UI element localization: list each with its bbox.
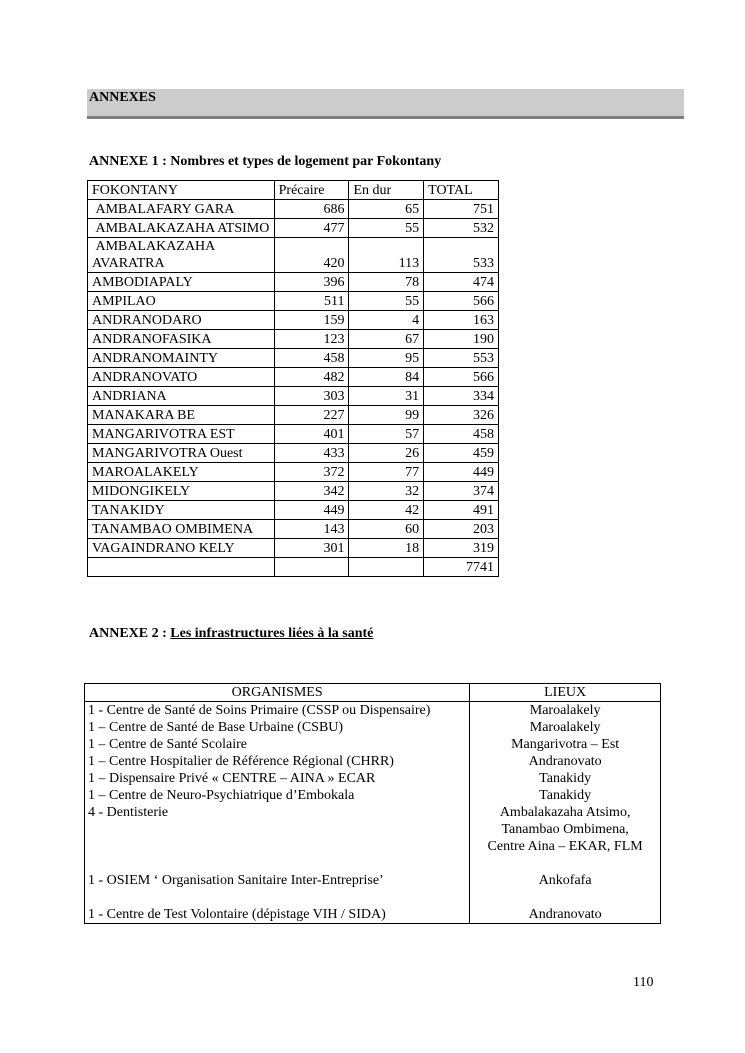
table-row <box>88 406 499 425</box>
organisme-item: 1 – Centre de Santé de Base Urbaine (CSBU) <box>88 720 344 735</box>
total-cell: 190 <box>424 330 499 349</box>
organisme-item: 1 – Centre Hospitalier de Référence Régional (CHRR) <box>88 754 394 769</box>
fokontany-cell: ANDRIANA <box>88 387 275 406</box>
lieu-item: Maroalakely <box>529 720 601 735</box>
fokontany-cell: ANDRANOFASIKA <box>88 330 275 349</box>
spacer <box>88 821 466 838</box>
spacer <box>470 889 660 906</box>
organisme-item: 1 – Centre de Neuro-Psychiatrique d’Embokala <box>88 788 355 803</box>
fokontany-cell: MIDONGIKELY <box>88 482 275 501</box>
total-cell: 553 <box>424 349 499 368</box>
header-en-dur: En dur <box>349 181 424 200</box>
banner-title: ANNEXES <box>89 90 156 105</box>
table-row <box>88 501 499 520</box>
precaire-cell: 420 <box>274 238 349 273</box>
annexe2-title-prefix: ANNEXE 2 : <box>89 626 171 641</box>
precaire-cell: 227 <box>274 406 349 425</box>
spacer <box>88 855 466 872</box>
precaire-cell: 396 <box>274 273 349 292</box>
en-dur-cell: 95 <box>349 349 424 368</box>
table-row <box>88 520 499 539</box>
housing-table <box>87 180 499 577</box>
precaire-cell: 433 <box>274 444 349 463</box>
fokontany-cell: VAGAINDRANO KELY <box>88 539 275 558</box>
precaire-cell: 123 <box>274 330 349 349</box>
precaire-cell: 477 <box>274 219 349 238</box>
total-cell: 751 <box>424 200 499 219</box>
table-row <box>88 219 499 238</box>
en-dur-cell: 18 <box>349 539 424 558</box>
fokontany-cell: MANGARIVOTRA Ouest <box>88 444 275 463</box>
fokontany-cell: ANDRANODARO <box>88 311 275 330</box>
en-dur-cell: 67 <box>349 330 424 349</box>
precaire-cell: 482 <box>274 368 349 387</box>
precaire-cell: 301 <box>274 539 349 558</box>
en-dur-cell: 78 <box>349 273 424 292</box>
total-cell: 203 <box>424 520 499 539</box>
fokontany-cell: AMBODIAPALY <box>88 273 275 292</box>
annexe2-title <box>89 626 373 642</box>
total-cell: 533 <box>424 238 499 273</box>
en-dur-cell: 55 <box>349 219 424 238</box>
organisme-item: 1 - Centre de Test Volontaire (dépistage VIH / SIDA) <box>88 907 386 922</box>
total-cell: 458 <box>424 425 499 444</box>
table-row <box>88 539 499 558</box>
fokontany-cell: AMBALAKAZAHA ATSIMO <box>88 219 275 238</box>
total-cell: 319 <box>424 539 499 558</box>
total-cell: 374 <box>424 482 499 501</box>
en-dur-cell: 60 <box>349 520 424 539</box>
table-row <box>88 273 499 292</box>
en-dur-cell: 4 <box>349 311 424 330</box>
total-cell: 532 <box>424 219 499 238</box>
en-dur-cell: 26 <box>349 444 424 463</box>
fokontany-cell: MAROALAKELY <box>88 463 275 482</box>
empty-cell <box>88 558 275 577</box>
header-total: TOTAL <box>424 181 499 200</box>
lieu-item: Tanakidy <box>539 788 592 803</box>
total-cell: 474 <box>424 273 499 292</box>
table-row <box>88 349 499 368</box>
table-row <box>88 368 499 387</box>
empty-cell <box>349 558 424 577</box>
table-row <box>88 200 499 219</box>
precaire-cell: 159 <box>274 311 349 330</box>
table-header-row <box>85 684 661 702</box>
precaire-cell: 449 <box>274 501 349 520</box>
organisme-item: 4 - Dentisterie <box>88 805 169 820</box>
lieu-item: Ambalakazaha Atsimo, <box>499 805 631 820</box>
lieu-item: Tanambao Ombimena, <box>501 822 629 837</box>
table-row <box>88 387 499 406</box>
table-row <box>88 482 499 501</box>
en-dur-cell: 55 <box>349 292 424 311</box>
en-dur-cell: 77 <box>349 463 424 482</box>
total-cell: 566 <box>424 292 499 311</box>
fokontany-cell: MANGARIVOTRA EST <box>88 425 275 444</box>
fokontany-cell: MANAKARA BE <box>88 406 275 425</box>
en-dur-cell: 42 <box>349 501 424 520</box>
empty-cell <box>274 558 349 577</box>
table-row <box>88 238 499 273</box>
annexe2-title-underlined: Les infrastructures liées à la santé <box>170 626 374 641</box>
lieu-item: Andranovato <box>528 907 602 922</box>
total-cell: 449 <box>424 463 499 482</box>
en-dur-cell: 32 <box>349 482 424 501</box>
precaire-cell: 303 <box>274 387 349 406</box>
total-cell: 334 <box>424 387 499 406</box>
total-cell: 163 <box>424 311 499 330</box>
lieu-item: Mangarivotra – Est <box>511 737 620 752</box>
en-dur-cell: 99 <box>349 406 424 425</box>
fokontany-cell: TANAMBAO OMBIMENA <box>88 520 275 539</box>
page-number: 110 <box>633 975 654 990</box>
grand-total: 7741 <box>424 558 499 577</box>
annexes-banner <box>87 89 684 119</box>
en-dur-cell: 113 <box>349 238 424 273</box>
fokontany-cell: TANAKIDY <box>88 501 275 520</box>
precaire-cell: 458 <box>274 349 349 368</box>
precaire-cell: 401 <box>274 425 349 444</box>
header-lieux: LIEUX <box>470 684 661 702</box>
en-dur-cell: 84 <box>349 368 424 387</box>
en-dur-cell: 31 <box>349 387 424 406</box>
table-body-row <box>85 702 661 924</box>
precaire-cell: 342 <box>274 482 349 501</box>
annexe1-title: ANNEXE 1 : Nombres et types de logement par Fokontany <box>89 154 442 169</box>
precaire-cell: 686 <box>274 200 349 219</box>
spacer <box>88 838 466 855</box>
grand-total-row <box>88 558 499 577</box>
lieu-item: Centre Aina – EKAR, FLM <box>487 839 643 854</box>
table-row <box>88 463 499 482</box>
en-dur-cell: 57 <box>349 425 424 444</box>
precaire-cell: 143 <box>274 520 349 539</box>
table-row <box>88 292 499 311</box>
lieu-item: Andranovato <box>528 754 602 769</box>
lieu-item: Ankofafa <box>538 873 592 888</box>
table-header-row <box>88 181 499 200</box>
spacer <box>470 855 660 872</box>
table-row <box>88 444 499 463</box>
health-infrastructure-table <box>84 683 661 924</box>
organisme-item: 1 – Centre de Santé Scolaire <box>88 737 248 752</box>
precaire-cell: 372 <box>274 463 349 482</box>
organisme-item: 1 - OSIEM ‘ Organisation Sanitaire Inter-Entreprise’ <box>88 873 384 888</box>
fokontany-cell: ANDRANOMAINTY <box>88 349 275 368</box>
header-precaire: Précaire <box>274 181 349 200</box>
organisme-item: 1 - Centre de Santé de Soins Primaire (CSSP ou Dispensaire) <box>88 703 431 718</box>
lieux-cell <box>470 702 661 924</box>
spacer <box>88 889 466 906</box>
en-dur-cell: 65 <box>349 200 424 219</box>
fokontany-cell: AMPILAO <box>88 292 275 311</box>
table-row <box>88 311 499 330</box>
table-row <box>88 330 499 349</box>
fokontany-cell: AMBALAKAZAHA AVARATRA <box>88 238 275 273</box>
total-cell: 566 <box>424 368 499 387</box>
organisme-item: 1 – Dispensaire Privé « CENTRE – AINA » ECAR <box>88 771 376 786</box>
total-cell: 326 <box>424 406 499 425</box>
fokontany-cell: ANDRANOVATO <box>88 368 275 387</box>
total-cell: 491 <box>424 501 499 520</box>
total-cell: 459 <box>424 444 499 463</box>
table-row <box>88 425 499 444</box>
organismes-cell <box>85 702 470 924</box>
lieu-item: Tanakidy <box>539 771 592 786</box>
header-organismes: ORGANISMES <box>85 684 470 702</box>
header-fokontany: FOKONTANY <box>88 181 275 200</box>
precaire-cell: 511 <box>274 292 349 311</box>
lieu-item: Maroalakely <box>529 703 601 718</box>
fokontany-cell: AMBALAFARY GARA <box>88 200 275 219</box>
